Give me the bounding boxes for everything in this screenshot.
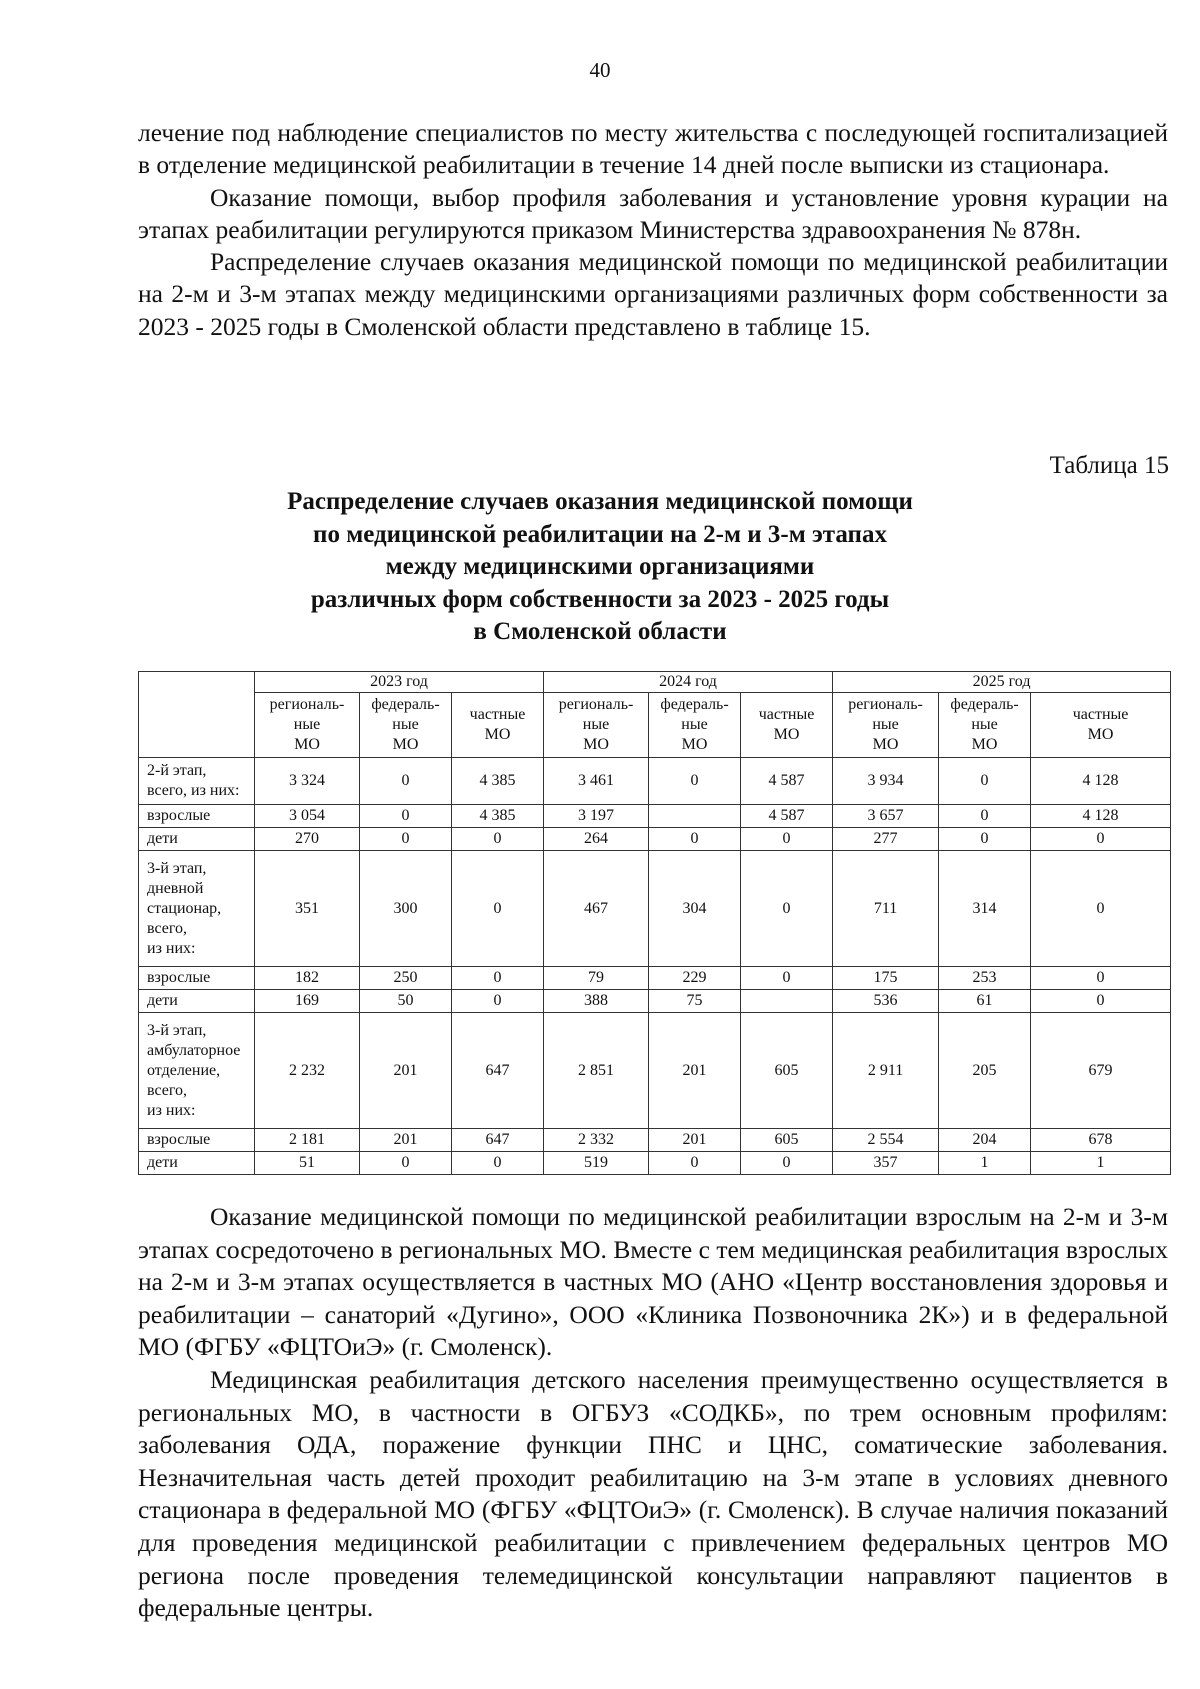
paragraph: Оказание медицинской помощи по медицинской реабилитации взрослым на 2-м и 3-м этапах сосредоточено в региональных МО. Вместе с тем медицинская реабилитация взрослых на 2-м и 3-м этапах осуществляется в частных МО (АНО «Центр восстановления здоровья и реабилитации – санаторий «Дугино», ООО «Клиника Позвоночника 2К») и в федеральной МО (ФГБУ «ФЦТОиЭ» (г. Смоленск). — [138, 1202, 1168, 1362]
row-label-line: дневной — [147, 879, 204, 897]
table-cell: 51 — [255, 1152, 360, 1175]
header-line: МО — [583, 736, 609, 753]
row-label — [139, 805, 255, 828]
mo-type-header — [255, 693, 360, 758]
paragraph: лечение под наблюдение специалистов по месту жительства с последующей госпитализацией в отделение медицинской реабилитации в течение 14 дней после выписки из стационара. — [138, 118, 1168, 180]
header-line: частные — [469, 706, 526, 723]
table-row — [139, 1013, 1171, 1129]
table-cell: 0 — [452, 1152, 544, 1175]
mo-type-header — [544, 693, 649, 758]
table-cell: 253 — [939, 967, 1031, 990]
table-cell: 229 — [649, 967, 741, 990]
header-line: МО — [294, 736, 320, 753]
table-row — [139, 990, 1171, 1013]
header-line: МО — [1087, 726, 1114, 743]
mo-type-header — [741, 693, 833, 758]
mo-type-header — [649, 693, 741, 758]
row-label-line: из них: — [147, 939, 196, 957]
row-label-line: 3-й этап, — [147, 1021, 207, 1039]
table-cell: 250 — [360, 967, 452, 990]
table-title-line: Распределение случаев оказания медицинской помощи — [287, 488, 913, 515]
year-header: 2025 год — [833, 672, 1171, 693]
table-cell: 0 — [741, 828, 833, 851]
table-row — [139, 805, 1171, 828]
table-cell: 204 — [939, 1129, 1031, 1152]
table-title-line: по медицинской реабилитации на 2-м и 3-м этапах — [313, 520, 887, 548]
table-title-line: между медицинскими организациями — [385, 553, 815, 580]
table-cell: 0 — [939, 805, 1031, 828]
paragraph: Оказание помощи, выбор профиля заболевания и установление уровня курации на этапах реабилитации регулируются приказом Министерства здравоохранения № 878н. — [138, 182, 1168, 244]
table-cell: 519 — [544, 1152, 649, 1175]
mo-type-header — [833, 693, 939, 758]
table-cell: 2 911 — [833, 1013, 939, 1129]
table-cell: 277 — [833, 828, 939, 851]
table-cell: 0 — [1031, 828, 1171, 851]
row-label-line: всего, — [147, 1081, 188, 1099]
table-cell: 4 587 — [741, 758, 833, 805]
mo-type-header — [939, 693, 1031, 758]
table-cell: 201 — [649, 1013, 741, 1129]
row-label — [139, 967, 255, 990]
header-line: федераль- — [371, 696, 440, 713]
table-cell: 388 — [544, 990, 649, 1013]
table-cell: 0 — [452, 828, 544, 851]
year-header: 2024 год — [544, 672, 833, 693]
header-line: ные — [681, 716, 708, 733]
year-header: 2023 год — [255, 672, 544, 693]
table-cell: 79 — [544, 967, 649, 990]
table-cell: 61 — [939, 990, 1031, 1013]
row-label-line: 3-й этап, — [147, 859, 207, 877]
table-cell: 3 461 — [544, 758, 649, 805]
table-cell: 304 — [649, 851, 741, 967]
table-cell: 0 — [649, 1152, 741, 1175]
table-cell: 264 — [544, 828, 649, 851]
page-number: 40 — [589, 58, 611, 82]
table-cell: 201 — [649, 1129, 741, 1152]
row-label — [139, 1152, 255, 1175]
row-label — [139, 1013, 255, 1129]
row-label-line: дети — [147, 830, 178, 847]
header-line: МО — [971, 736, 998, 753]
header-line: региональ- — [269, 696, 345, 713]
table-cell: 0 — [1031, 851, 1171, 967]
table-cell: 3 324 — [255, 758, 360, 805]
table-cell: 0 — [360, 1152, 452, 1175]
table-row — [139, 967, 1171, 990]
table-cell: 1 — [939, 1152, 1031, 1175]
table-cell: 4 385 — [452, 758, 544, 805]
row-label — [139, 990, 255, 1013]
table-cell: 300 — [360, 851, 452, 967]
table-title-line: различных форм собственности за 2023 - 2025 годы — [310, 585, 890, 613]
table-cell: 182 — [255, 967, 360, 990]
table-title — [200, 486, 1000, 649]
table-row — [139, 1129, 1171, 1152]
table-cell: 605 — [741, 1013, 833, 1129]
table-cell: 678 — [1031, 1129, 1171, 1152]
table-cell: 1 — [1031, 1152, 1171, 1175]
table-cell: 647 — [452, 1013, 544, 1129]
table-cell: 0 — [741, 851, 833, 967]
table-cell: 0 — [360, 828, 452, 851]
table-cell: 536 — [833, 990, 939, 1013]
table-cell: 711 — [833, 851, 939, 967]
table-cell: 175 — [833, 967, 939, 990]
table-cell: 351 — [255, 851, 360, 967]
table-cell: 2 554 — [833, 1129, 939, 1152]
corner-cell — [139, 672, 255, 758]
table-cell: 0 — [939, 758, 1031, 805]
row-label-line: взрослые — [147, 969, 211, 986]
header-line: частные — [1072, 706, 1129, 723]
table-cell: 169 — [255, 990, 360, 1013]
table-cell: 2 332 — [544, 1129, 649, 1152]
table-cell: 201 — [360, 1013, 452, 1129]
header-line: ные — [971, 716, 998, 733]
row-label-line: взрослые — [147, 807, 211, 824]
row-label-line: всего, — [147, 919, 188, 937]
table-cell: 4 587 — [741, 805, 833, 828]
table-cell: 3 934 — [833, 758, 939, 805]
header-line: ные — [392, 716, 419, 733]
table-cell: 270 — [255, 828, 360, 851]
row-label-line: дети — [147, 1154, 178, 1171]
table-cell: 50 — [360, 990, 452, 1013]
table-title-line: в Смоленской области — [473, 618, 727, 645]
row-label-line: дети — [147, 992, 178, 1009]
row-label-line: 2-й этап, — [147, 762, 207, 779]
mo-type-header — [360, 693, 452, 758]
table-cell — [741, 990, 833, 1013]
table-cell: 3 054 — [255, 805, 360, 828]
header-line: федераль- — [660, 696, 729, 713]
table-cell — [649, 805, 741, 828]
table-cell: 0 — [452, 967, 544, 990]
table-cell: 0 — [741, 1152, 833, 1175]
closing-text — [138, 1201, 1168, 1625]
table-cell: 0 — [741, 967, 833, 990]
table-cell: 2 851 — [544, 1013, 649, 1129]
table-row — [139, 1152, 1171, 1175]
row-label-line: стационар, — [147, 899, 222, 917]
mo-type-header-row — [139, 693, 1171, 758]
header-line: МО — [773, 726, 800, 743]
mo-type-header — [452, 693, 544, 758]
table-cell: 0 — [939, 828, 1031, 851]
header-line: МО — [872, 736, 899, 753]
table-cell: 0 — [649, 758, 741, 805]
table-cell: 679 — [1031, 1013, 1171, 1129]
row-label — [139, 1129, 255, 1152]
row-label-line: из них: — [147, 1101, 196, 1119]
paragraph: Медицинская реабилитация детского населения преимущественно осуществляется в региональных МО, в частности в ОГБУЗ «СОДКБ», по трем основным профилям: заболевания ОДА, поражение функции ПНС и ЦНС, соматические заболевания. Незначительная часть детей проходит реабилитацию на 3-м этапе в условиях дневного стационара в федеральной МО (ФГБУ «ФЦТОиЭ» (г. Смоленск). В случае наличия показаний для проведения медицинской реабилитации с привлечением федеральных центров МО региона после проведения телемедицинской консультации направляют пациентов в федеральные центры. — [138, 1364, 1168, 1623]
mo-type-header — [1031, 693, 1171, 758]
table-cell: 0 — [452, 851, 544, 967]
table-cell: 0 — [1031, 990, 1171, 1013]
year-header-row — [139, 672, 1171, 693]
row-label-line: амбулаторное — [147, 1041, 241, 1059]
table-cell: 0 — [1031, 967, 1171, 990]
table-cell: 205 — [939, 1013, 1031, 1129]
table-row — [139, 758, 1171, 805]
table-cell: 3 197 — [544, 805, 649, 828]
table-cell: 4 385 — [452, 805, 544, 828]
table-row — [139, 828, 1171, 851]
table-row — [139, 851, 1171, 967]
table-cell: 4 128 — [1031, 805, 1171, 828]
paragraph: Распределение случаев оказания медицинской помощи по медицинской реабилитации на 2-м и 3-м этапах между медицинскими организациями различных форм собственности за 2023 - 2025 годы в Смоленской области представлено в таблице 15. — [138, 247, 1168, 341]
header-line: ные — [293, 716, 321, 733]
distribution-table — [138, 671, 1171, 1175]
table-label: Таблица 15 — [1049, 452, 1169, 479]
row-label — [139, 758, 255, 805]
table-cell: 605 — [741, 1129, 833, 1152]
table-cell: 0 — [360, 805, 452, 828]
table-cell: 647 — [452, 1129, 544, 1152]
row-label-line: всего, из них: — [147, 782, 240, 799]
row-label-line: взрослые — [147, 1131, 211, 1148]
table-cell: 201 — [360, 1129, 452, 1152]
header-line: региональ- — [558, 696, 634, 713]
table-cell: 314 — [939, 851, 1031, 967]
table-cell: 3 657 — [833, 805, 939, 828]
intro-text — [138, 117, 1168, 343]
table-cell: 2 181 — [255, 1129, 360, 1152]
row-label-line: отделение, — [147, 1061, 221, 1079]
table-cell: 4 128 — [1031, 758, 1171, 805]
table-cell: 0 — [452, 990, 544, 1013]
header-line: федераль- — [950, 696, 1019, 713]
table-cell: 467 — [544, 851, 649, 967]
header-line: МО — [392, 736, 419, 753]
header-line: региональ- — [848, 696, 923, 713]
table-cell: 0 — [360, 758, 452, 805]
table-cell: 75 — [649, 990, 741, 1013]
row-label — [139, 828, 255, 851]
header-line: МО — [681, 736, 708, 753]
table-cell: 0 — [649, 828, 741, 851]
table-cell: 2 232 — [255, 1013, 360, 1129]
row-label — [139, 851, 255, 967]
header-line: МО — [484, 726, 511, 743]
header-line: частные — [758, 706, 815, 723]
table-cell: 357 — [833, 1152, 939, 1175]
header-line: ные — [582, 716, 610, 733]
header-line: ные — [872, 716, 899, 733]
